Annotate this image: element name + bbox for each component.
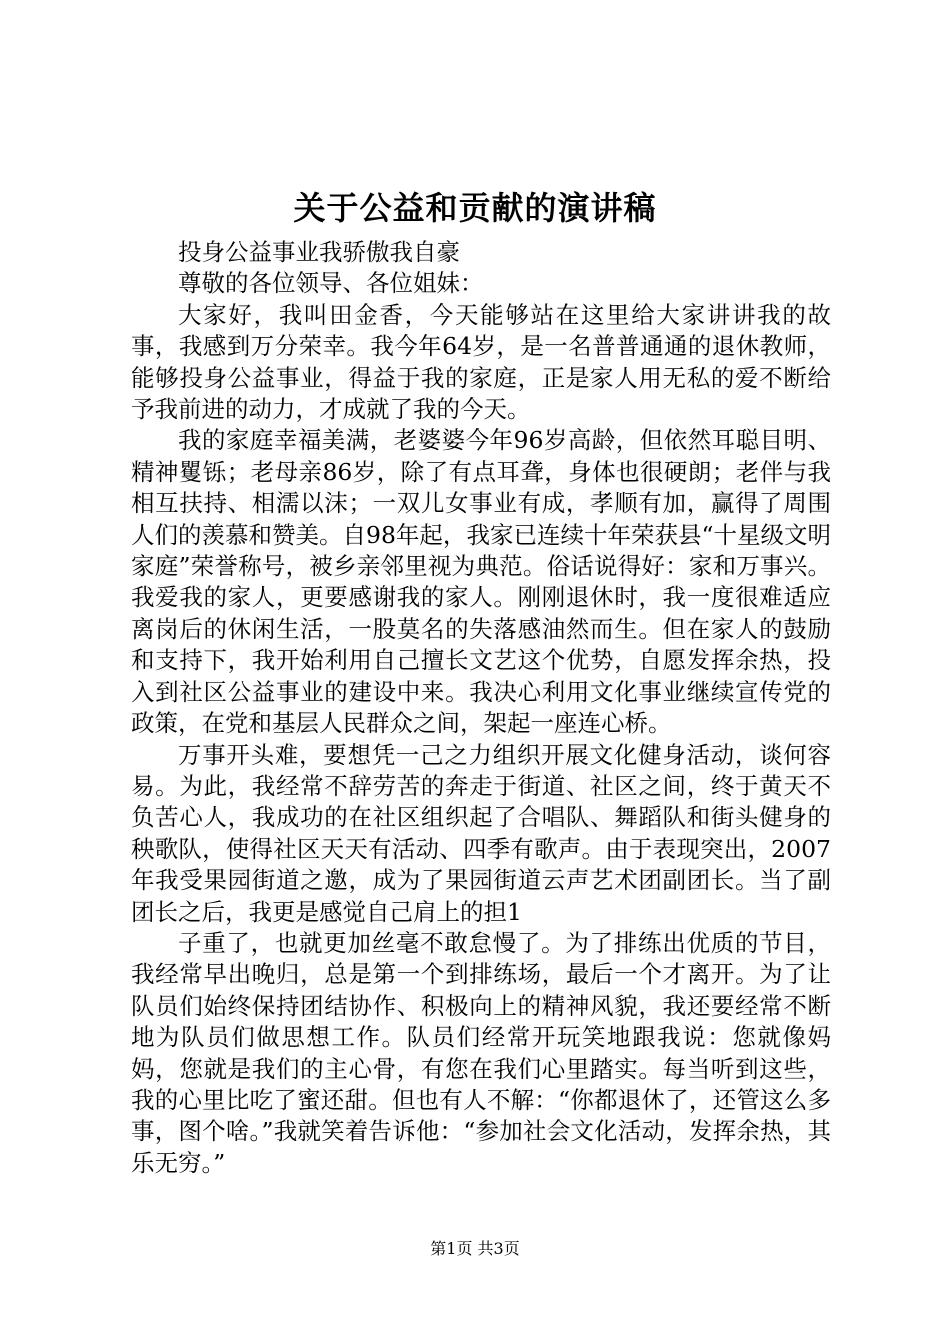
page-footer: 第1页 共3页 [430, 1239, 520, 1258]
body-paragraph: 大家好，我叫田金香，今天能够站在这里给大家讲讲我的故事，我感到万分荣幸。我今年64岁，是一名普普通通的退休教师，能够投身公益事业，得益于我的家庭，正是家人用无私的爱不断给予我前进的动力，才成就了我的今天。 [131, 300, 831, 424]
document-title: 关于公益和贡献的演讲稿 [293, 189, 657, 227]
body-paragraph: 万事开头难，要想凭一己之力组织开展文化健身活动，谈何容易。为此，我经常不辞劳苦的奔走于街道、社区之间，终于黄天不负苦心人，我成功的在社区组织起了合唱队、舞蹈队和街头健身的秧歌队，使得社区天天有活动、四季有歌声。由于表现突出，2007年我受果园街道之邀，成为了果园街道云声艺术团副团长。当了副团长之后，我更是感觉自己肩上的担1 [131, 740, 831, 926]
body-paragraph: 我的家庭幸福美满，老婆婆今年96岁高龄，但依然耳聪目明、精神矍铄；老母亲86岁，除了有点耳聋，身体也很硬朗；老伴与我相互扶持、相濡以沫；一双儿女事业有成，孝顺有加，赢得了周围人们的羡慕和赞美。自98年起，我家已连续十年荣获县“十星级文明家庭”荣誉称号，被乡亲邻里视为典范。俗话说得好：家和万事兴。我爱我的家人，更要感谢我的家人。刚刚退休时，我一度很难适应离岗后的休闲生活，一股莫名的失落感油然而生。但在家人的鼓励和支持下，我开始利用自己擅长文艺这个优势，自愿发挥余热，投入到社区公益事业的建设中来。我决心利用文化事业继续宣传党的政策，在党和基层人民群众之间，架起一座连心桥。 [131, 426, 831, 738]
subtitle-paragraph: 投身公益事业我骄傲我自豪 [178, 238, 460, 266]
body-paragraph: 子重了，也就更加丝毫不敢怠慢了。为了排练出优质的节目，我经常早出晚归，总是第一个到排练场，最后一个才离开。为了让队员们始终保持团结协作、积极向上的精神风貌，我还要经常不断地为队员们做思想工作。队员们经常开玩笑地跟我说：您就像妈妈，您就是我们的主心骨，有您在我们心里踏实。每当听到这些，我的心里比吃了蜜还甜。但也有人不解：“你都退休了，还管这么多事，图个啥。”我就笑着告诉他：“参加社会文化活动，发挥余热，其乐无穷。” [131, 928, 831, 1177]
salutation-paragraph: 尊敬的各位领导、各位姐妹： [178, 269, 484, 298]
document-body [131, 237, 831, 1179]
